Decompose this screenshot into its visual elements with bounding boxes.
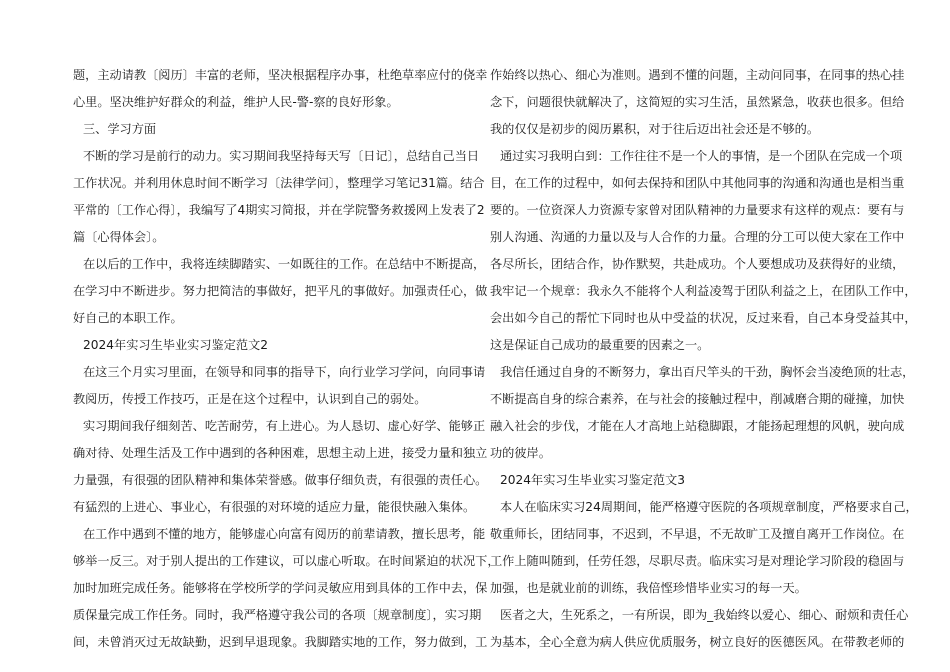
text-line: 为基本，全心全意为病人供应优质服务，树立良好的医德医风。在带教老师的 — [490, 635, 905, 649]
text-line: 质保量完成工作任务。同时，我严格遵守我公司的各项〔规章制度〕，实习期 — [73, 608, 482, 622]
text-line: 在学习中不断进步。努力把简洁的事做好，把平凡的事做好。加强责任心，做 — [73, 284, 488, 298]
text-line: 别人沟通、沟通的力量以及与人合作的力量。合理的分工可以使大家在工作中 — [490, 230, 905, 244]
text-line: 不断提高自身的综合素养，在与社会的接触过程中，削减磨合期的碰撞，加快 — [490, 392, 905, 406]
text-line: 加强，也是就业前的训练，我倍悭珍惜毕业实习的每一天。 — [490, 581, 807, 595]
text-line: 在以后的工作中，我将连续脚踏实、一如既往的工作。在总结中不断提高， — [83, 257, 486, 271]
text-line: 念下，问题很快就解决了，这简短的实习生活，虽然紧急，收获也很多。但给 — [490, 95, 905, 109]
text-line: 篇〔心得体会〕。 — [73, 230, 165, 244]
text-line: 工作状况。并利用休息时间不断学习〔法律学问〕，整理学习笔记31篇。结合 — [73, 176, 485, 190]
text-line: 工作上随叫随到，任劳任怨，尽职尽责。临床实习是对理论学习阶段的稳固与 — [490, 554, 905, 568]
text-line: 融入社会的步伐，才能在人才高地上站稳脚跟，才能扬起理想的风帆，驶向成 — [490, 419, 905, 433]
text-line: 力量强，有很强的团队精神和集体荣誉感。做事仔细负责，有很强的责任心。 — [73, 473, 488, 487]
text-line: 我信任通过自身的不断努力，拿出百尺竿头的干劲，胸怀会当凌绝顶的壮志， — [500, 365, 915, 379]
text-line: 在工作中遇到不懂的地方，能够虚心向富有阅历的前辈请教，擅长思考，能 — [83, 527, 486, 541]
text-line: 平常的〔工作心得〕，我编写了4期实习简报，并在学院警务救援网上发表了2 — [73, 203, 485, 217]
text-line: 我牢记一个规章：我永久不能将个人利益凌驾于团队利益之上，在团队工作中， — [490, 284, 917, 298]
left-text-column — [73, 62, 500, 656]
text-line: 在这三个月实习里面，在领导和同事的指导下，向行业学习学问，向同事请 — [83, 365, 486, 379]
text-line: 通过实习我明白到：工作往往不是一个人的事情，是一个团队在完成一个项 — [500, 149, 903, 163]
text-line: 这是保证自己成功的最重要的因素之一。 — [490, 338, 710, 352]
text-line: 我的仅仅是初步的阅历累积，对于往后迈出社会还是不够的。 — [490, 122, 820, 136]
text-line: 作始终以热心、细心为准则。遇到不懂的问题，主动问同事，在同事的热心挂 — [490, 68, 905, 82]
text-line: 敬重师长，团结同事，不迟到，不早退，不无故旷工及擅自离开工作岗位。在 — [490, 527, 905, 541]
text-line: 教阅历，传授工作技巧，正是在这个过程中，认识到自己的弱处。 — [73, 392, 427, 406]
text-line: 间，未曾消灭过无故缺勤，迟到早退现象。我脚踏实地的工作，努力做到，工 — [73, 635, 488, 649]
text-line: 功的彼岸。 — [490, 446, 551, 460]
right-text-column — [490, 62, 918, 656]
text-line: 医者之大，生死系之，一有所误，即为_我始终以爱心、细心、耐烦和责任心 — [500, 608, 909, 622]
text-line: 各尽所长，团结合作，协作默契，共赴成功。个人要想成功及获得好的业绩， — [490, 257, 905, 271]
text-line: 题，主动请教〔阅历〕丰富的老师，坚决根据程序办事，杜绝草率应付的侥幸 — [73, 68, 488, 82]
text-line: 本人在临床实习24周期间，能严格遵守医院的各项规章制度，严格要求自己， — [500, 500, 918, 514]
text-line: 会出如今自己的帮忙下同时也从中受益的状况，反过来看，自己本身受益其中， — [490, 311, 917, 325]
text-line: 心里。坚决维护好群众的利益，维护人民-警-察的良好形象。 — [73, 95, 399, 109]
text-line: 够举一反三。对于别人提出的工作建议，可以虚心听取。在时间紧迫的状况下， — [73, 554, 500, 568]
text-line: 实习期间我仔细刻苦、吃苦耐劳，有上进心。为人恳切、虚心好学、能够正 — [83, 419, 486, 433]
text-line: 有猛烈的上进心、事业心，有很强的对环境的适应力量，能很快融入集体。 — [73, 500, 476, 514]
text-line: 2024年实习生毕业实习鉴定范文2 — [83, 338, 269, 352]
text-line: 三、学习方面 — [83, 122, 157, 136]
text-line: 要的。一位资深人力资源专家曾对团队精神的力量要求有这样的观点：要有与 — [490, 203, 905, 217]
text-line: 目，在工作的过程中，如何去保持和团队中其他同事的沟通和沟通也是相当重 — [490, 176, 905, 190]
text-line: 确对待、处理生活及工作中遇到的各种困难，思想主动上进，接受力量和独立 — [73, 446, 488, 460]
text-line: 不断的学习是前行的动力。实习期间我坚持每天写〔日记〕，总结自己当日 — [83, 149, 480, 163]
text-line: 好自己的本职工作。 — [73, 311, 183, 325]
text-line: 加时加班完成任务。能够将在学校所学的学问灵敏应用到具体的工作中去，保 — [73, 581, 488, 595]
text-line: 2024年实习生毕业实习鉴定范文3 — [500, 473, 686, 487]
